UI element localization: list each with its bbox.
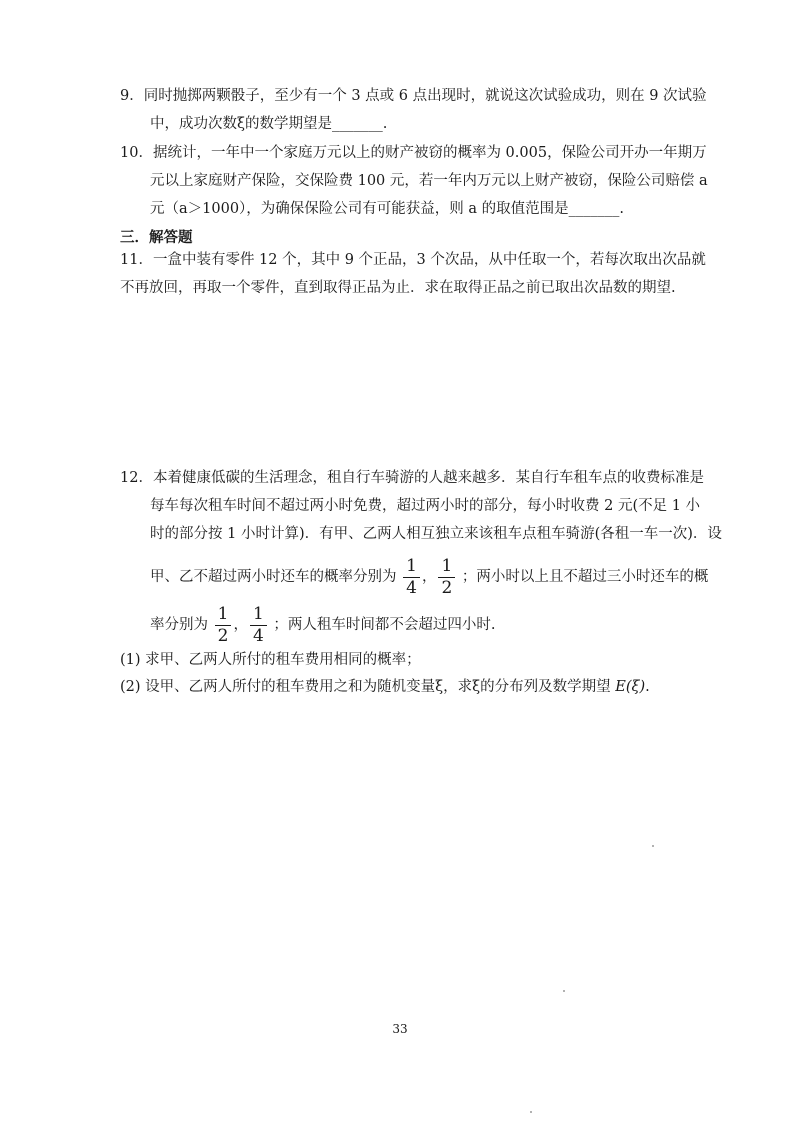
question-12-part-2 bbox=[120, 677, 650, 697]
question-12-part-2-end: . bbox=[645, 679, 650, 695]
question-10-line-1: 10．据统计，一年中一个家庭万元以上的财产被窃的概率为 0.005，保险公司开办一年期万 bbox=[120, 145, 707, 161]
question-11-line-2: 不再放回，再取一个零件，直到取得正品为止．求在取得正品之前已取出次品数的期望. bbox=[120, 280, 676, 296]
question-12-line-5-text-a: 率分别为 bbox=[150, 617, 208, 633]
question-10-line-3: 元（a＞1000），为确保保险公司有可能获益，则 a 的取值范围是_______. bbox=[150, 201, 625, 217]
fraction-separator: ， bbox=[233, 617, 248, 633]
fraction-numerator: 1 bbox=[250, 606, 267, 626]
question-9-line-1: 9．同时抛掷两颗骰子，至少有一个 3 点或 6 点出现时，就说这次试验成功，则在 9 次试验 bbox=[120, 88, 707, 104]
fraction-one-quarter bbox=[403, 555, 420, 598]
question-12-line-2: 每车每次租车时间不超过两小时免费，超过两小时的部分，每小时收费 2 元(不足 1 小 bbox=[150, 498, 701, 514]
fraction-denominator: 2 bbox=[217, 625, 229, 646]
fraction-denominator: 4 bbox=[406, 577, 417, 598]
fraction-numerator: 1 bbox=[438, 558, 455, 578]
question-12-line-4-text-b: ；两小时以上且不超过三小时还车的概 bbox=[461, 569, 709, 585]
question-9-line-2: 中，成功次数ξ的数学期望是_______. bbox=[150, 116, 388, 132]
scan-speck bbox=[530, 1111, 532, 1113]
question-12-line-4-text-a: 甲、乙不超过两小时还车的概率分别为 bbox=[150, 569, 397, 585]
fraction-numerator: 1 bbox=[215, 606, 232, 626]
question-10-line-2: 元以上家庭财产保险，交保险费 100 元，若一年内万元以上财产被窃，保险公司赔偿 a bbox=[150, 173, 708, 189]
question-12-part-1: (1) 求甲、乙两人所付的租车费用相同的概率； bbox=[120, 652, 421, 668]
question-12-line-4 bbox=[150, 555, 708, 599]
question-12-line-5-text-b: ；两人租车时间都不会超过四小时. bbox=[273, 617, 496, 633]
scan-speck bbox=[652, 845, 654, 847]
fraction-numerator: 1 bbox=[403, 558, 420, 578]
scan-speck bbox=[563, 990, 565, 992]
fraction-denominator: 2 bbox=[441, 577, 453, 598]
question-12-line-1: 12．本着健康低碳的生活理念，租自行车骑游的人越来越多．某自行车租车点的收费标准是 bbox=[120, 470, 704, 486]
question-12-part-2-text: (2) 设甲、乙两人所付的租车费用之和为随机变量ξ，求ξ的分布列及数学期望 bbox=[120, 679, 611, 695]
fraction-one-half bbox=[215, 603, 232, 646]
expectation-symbol: E(ξ) bbox=[615, 679, 646, 695]
fraction-denominator: 4 bbox=[252, 625, 264, 646]
fraction-one-half bbox=[438, 555, 455, 598]
question-11-line-1: 11．一盒中装有零件 12 个，其中 9 个正品，3 个次品，从中任取一个，若每次取出次品就 bbox=[120, 252, 706, 268]
page-number: 33 bbox=[392, 1022, 408, 1036]
fraction-separator: ， bbox=[421, 569, 437, 585]
question-12-line-3: 时的部分按 1 小时计算)．有甲、乙两人相互独立来该租车点租车骑游(各租一车一次)．设 bbox=[150, 526, 722, 542]
section-heading-answers: 三．解答题 bbox=[120, 230, 193, 246]
question-12-line-5 bbox=[150, 603, 495, 647]
fraction-one-quarter bbox=[250, 603, 267, 646]
